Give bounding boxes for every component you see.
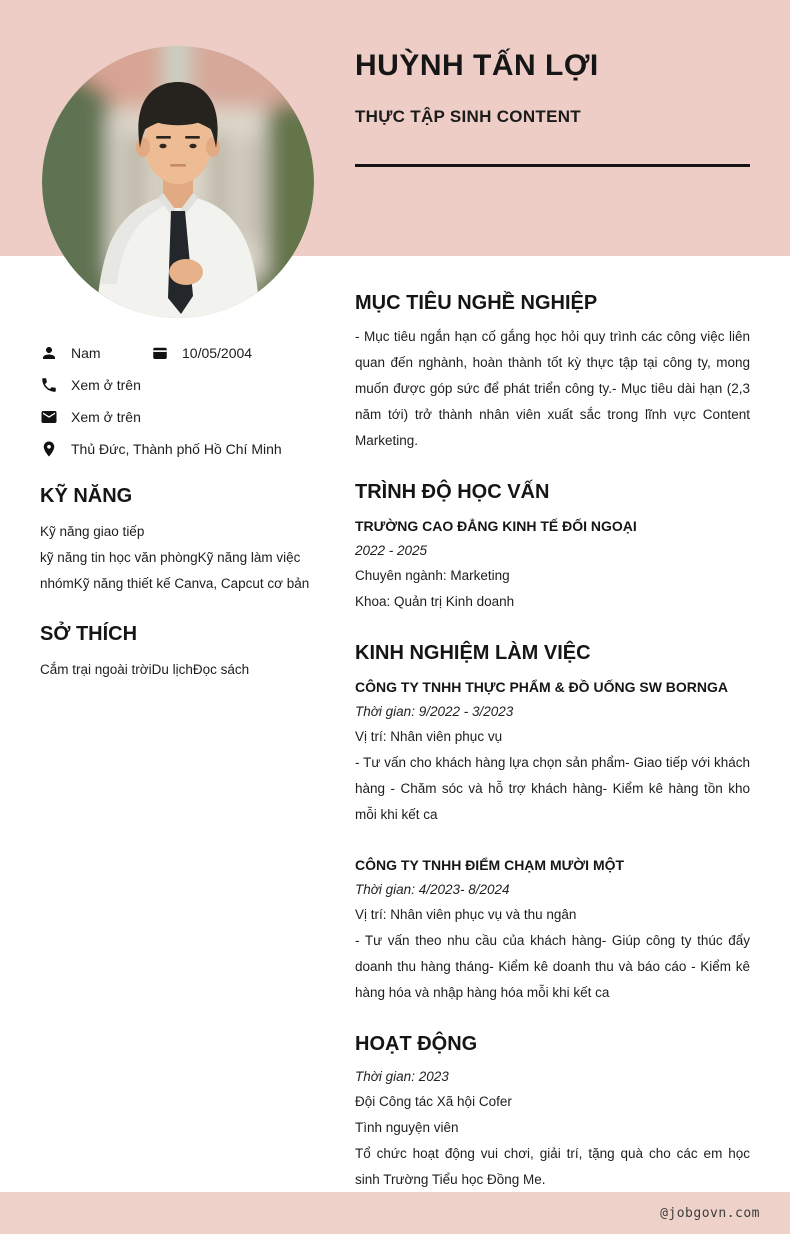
section-education xyxy=(355,480,750,615)
job-period: Thời gian: 9/2022 - 3/2023 xyxy=(355,704,514,719)
job-details: - Tư vấn cho khách hàng lựa chọn sản phẩm- Giao tiếp với khách hàng - Chăm sóc và hỗ trợ khách hàng- Kiểm kê hàng tồn kho mỗi khi kết ca xyxy=(355,755,750,822)
profile-photo-illustration xyxy=(42,46,314,318)
job-company: CÔNG TY TNHH THỰC PHẨM & ĐỒ UỐNG SW BORNGA xyxy=(355,679,729,695)
info-row-gender-dob xyxy=(40,343,344,363)
phone-value: Xem ở trên xyxy=(71,377,141,393)
activity-period: Thời gian: 2023 xyxy=(355,1069,449,1084)
section-objective xyxy=(355,291,750,454)
objective-text: - Mục tiêu ngắn hạn cố gắng học hỏi quy trình các công việc liên quan đến nghành, hoàn thành tốt kỳ thực tập tại công ty, mong muốn được góp sức để phát triển công ty.- Mục tiêu dài hạn (2,3 năm tới) trở thành nhân viên xuất sắc trong lĩnh vực Content Marketing. xyxy=(355,329,750,448)
activity-description: Tổ chức hoạt động vui chơi, giải trí, tặng quà cho các em học sinh Trường Tiểu học Đồng Me. xyxy=(355,1146,750,1187)
education-school: TRƯỜNG CAO ĐẲNG KINH TẾ ĐỐI NGOẠI xyxy=(355,518,637,534)
skills-item: kỹ năng tin học văn phòngKỹ năng làm việc nhómKỹ năng thiết kế Canva, Capcut cơ bản xyxy=(40,550,310,591)
job-entry xyxy=(355,852,750,1006)
skills-item: Kỹ năng giao tiếp xyxy=(40,524,145,539)
watermark-text: @jobgovn.com xyxy=(660,1205,760,1221)
location-icon xyxy=(40,440,58,458)
job-period: Thời gian: 4/2023- 8/2024 xyxy=(355,882,510,897)
right-column xyxy=(355,291,750,1193)
left-column xyxy=(40,343,344,683)
section-activities xyxy=(355,1032,750,1193)
header-block xyxy=(355,48,750,167)
objective-heading: MỤC TIÊU NGHỀ NGHIỆP xyxy=(355,292,598,314)
activities-heading: HOẠT ĐỘNG xyxy=(355,1033,478,1055)
gender-value: Nam xyxy=(71,345,101,361)
candidate-name: HUỲNH TẤN LỢI xyxy=(355,49,599,82)
address-value: Thủ Đức, Thành phố Hồ Chí Minh xyxy=(71,441,282,457)
experience-heading: KINH NGHIỆM LÀM VIỆC xyxy=(355,642,591,664)
footer-bar xyxy=(0,1192,790,1234)
section-experience xyxy=(355,641,750,1006)
email-icon xyxy=(40,408,58,426)
info-row-phone xyxy=(40,375,344,395)
calendar-icon xyxy=(151,344,169,362)
person-icon xyxy=(40,344,58,362)
skills-heading: KỸ NĂNG xyxy=(40,485,133,507)
profile-photo xyxy=(42,46,314,318)
phone-icon xyxy=(40,376,58,394)
job-position: Vị trí: Nhân viên phục vụ xyxy=(355,729,503,744)
hobbies-heading: SỞ THÍCH xyxy=(40,623,138,645)
activity-role: Tình nguyện viên xyxy=(355,1120,459,1135)
education-period: 2022 - 2025 xyxy=(355,543,428,558)
header-divider xyxy=(355,164,750,167)
job-position: Vị trí: Nhân viên phục vụ và thu ngân xyxy=(355,907,577,922)
job-entry xyxy=(355,674,750,828)
hobbies-text: Cắm trại ngoài trờiDu lịchĐọc sách xyxy=(40,662,250,677)
candidate-job-title: THỰC TẬP SINH CONTENT xyxy=(355,107,581,126)
job-details: - Tư vấn theo nhu cầu của khách hàng- Giúp công ty thúc đẩy doanh thu hàng tháng- Kiểm kê doanh thu và báo cáo - Kiểm kê hàng hóa và nhập hàng hóa mỗi khi kết ca xyxy=(355,933,750,1000)
education-major: Chuyên ngành: Marketing xyxy=(355,568,510,583)
job-company: CÔNG TY TNHH ĐIỂM CHẠM MƯỜI MỘT xyxy=(355,857,625,873)
dob-value: 10/05/2004 xyxy=(182,345,253,361)
info-row-email xyxy=(40,407,344,427)
email-value: Xem ở trên xyxy=(71,409,141,425)
education-heading: TRÌNH ĐỘ HỌC VẤN xyxy=(355,481,550,503)
activity-organization: Đội Công tác Xã hội Cofer xyxy=(355,1094,512,1109)
info-row-address xyxy=(40,439,344,459)
education-faculty: Khoa: Quản trị Kinh doanh xyxy=(355,594,515,609)
